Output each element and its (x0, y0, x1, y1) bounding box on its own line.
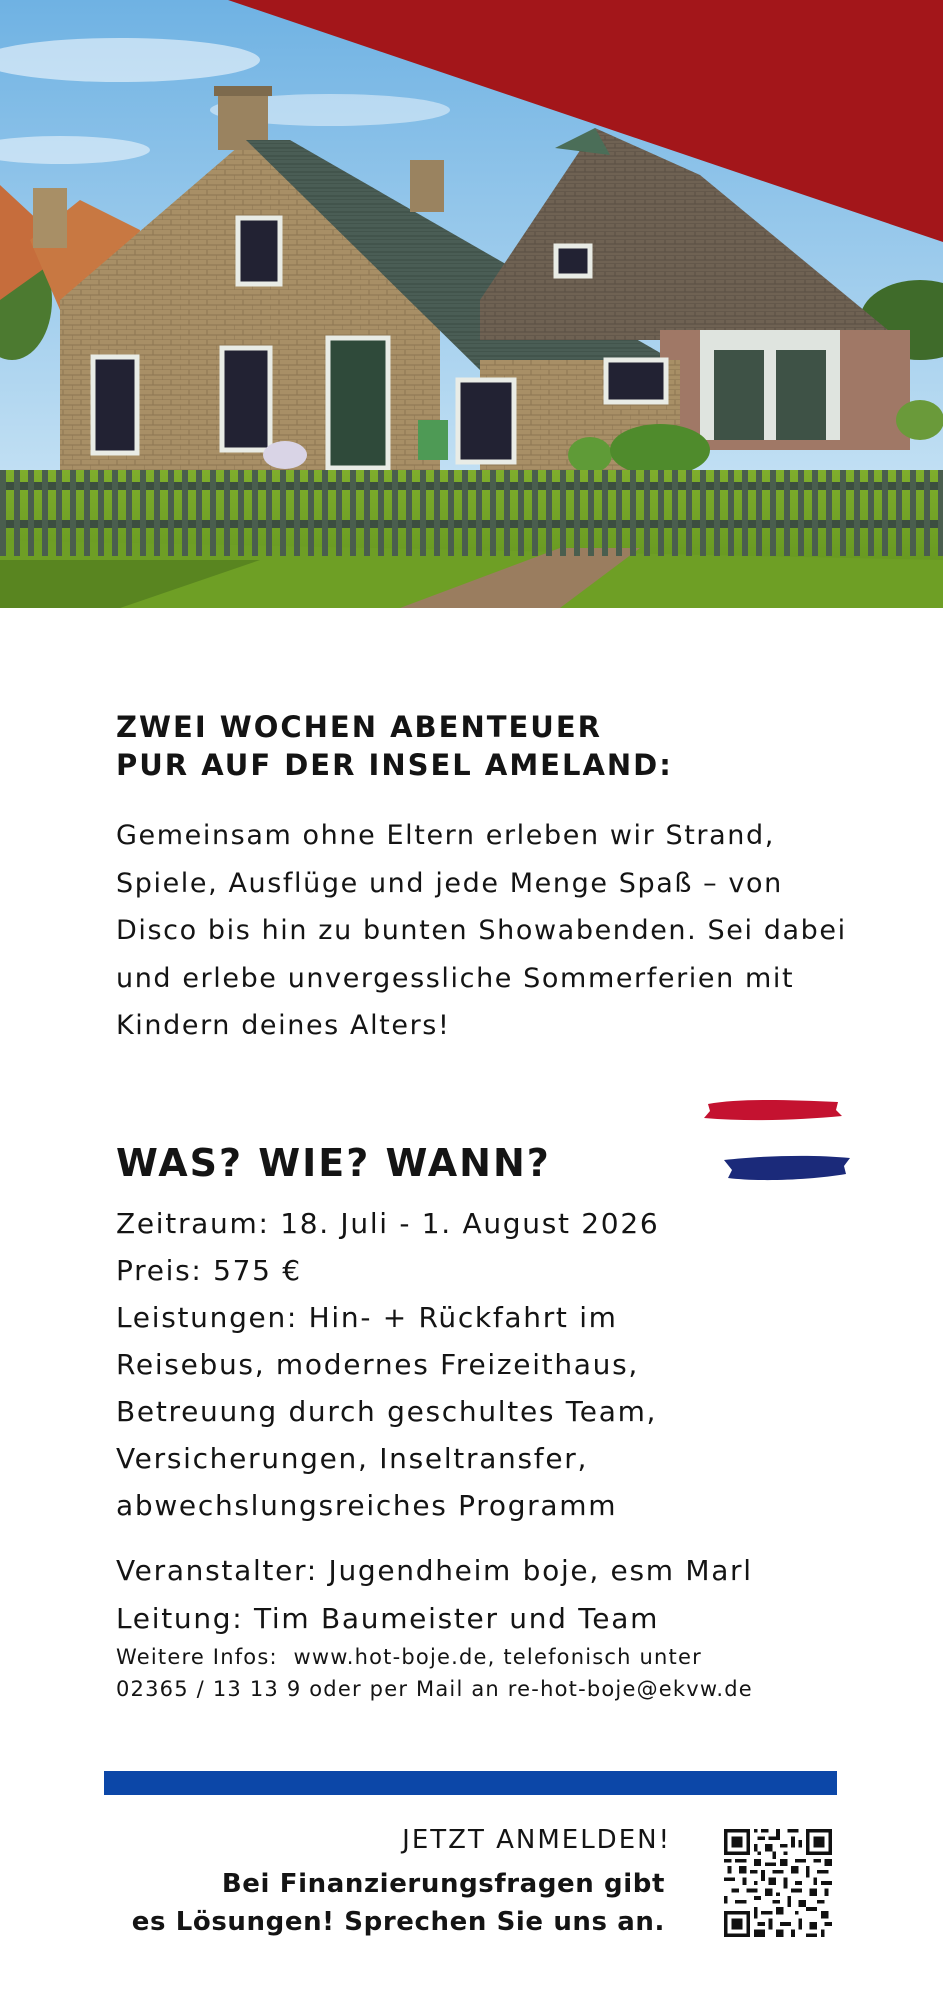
section-title: WAS? WIE? WANN? (116, 1141, 551, 1185)
detail-leistungen-1: Leistungen: Hin- + Rückfahrt im (116, 1301, 618, 1334)
finance-note (132, 1865, 665, 1941)
dutch-flag-icon (700, 1096, 850, 1192)
qr-code-icon[interactable] (724, 1829, 832, 1937)
detail-leistungen-5: abwechslungsreiches Programm (116, 1489, 618, 1522)
blue-divider (104, 1771, 837, 1795)
intro-text: Gemeinsam ohne Eltern erleben wir Strand, Spiele, Ausflüge und jede Menge Spaß – von Disco bis hin zu bunten Showabenden. Sei dabei und erlebe unvergessliche Sommerferien mit Kindern deines Alters! (116, 820, 847, 1041)
contact-info-line-2: 02365 / 13 13 9 oder per Mail an re-hot-boje@ekvw.de (116, 1677, 753, 1701)
detail-preis: Preis: 575 € (116, 1254, 302, 1287)
details-block (116, 1200, 856, 1529)
organizer-block (116, 1547, 753, 1643)
detail-leistungen-2: Reisebus, modernes Freizeithaus, (116, 1348, 640, 1381)
organizer-veranstalter: Veranstalter: Jugendheim boje, esm Marl (116, 1554, 753, 1587)
detail-zeitraum: Zeitraum: 18. Juli - 1. August 2026 (116, 1207, 660, 1240)
headline (116, 708, 673, 784)
contact-info-line-1: Weitere Infos: www.hot-boje.de, telefonisch unter (116, 1645, 702, 1669)
detail-leistungen-4: Versicherungen, Inseltransfer, (116, 1442, 589, 1475)
detail-leistungen-3: Betreuung durch geschultes Team, (116, 1395, 658, 1428)
headline-line-2: PUR AUF DER INSEL AMELAND: (116, 748, 673, 782)
organizer-leitung: Leitung: Tim Baumeister und Team (116, 1602, 660, 1635)
finance-note-line-1: Bei Finanzierungsfragen gibt (221, 1869, 665, 1899)
hero-photo (0, 0, 943, 608)
contact-info (116, 1641, 753, 1705)
finance-note-line-2: es Lösungen! Sprechen Sie uns an. (131, 1907, 665, 1937)
headline-line-1: ZWEI WOCHEN ABENTEUER (116, 710, 602, 744)
register-cta: JETZT ANMELDEN! (402, 1825, 671, 1855)
